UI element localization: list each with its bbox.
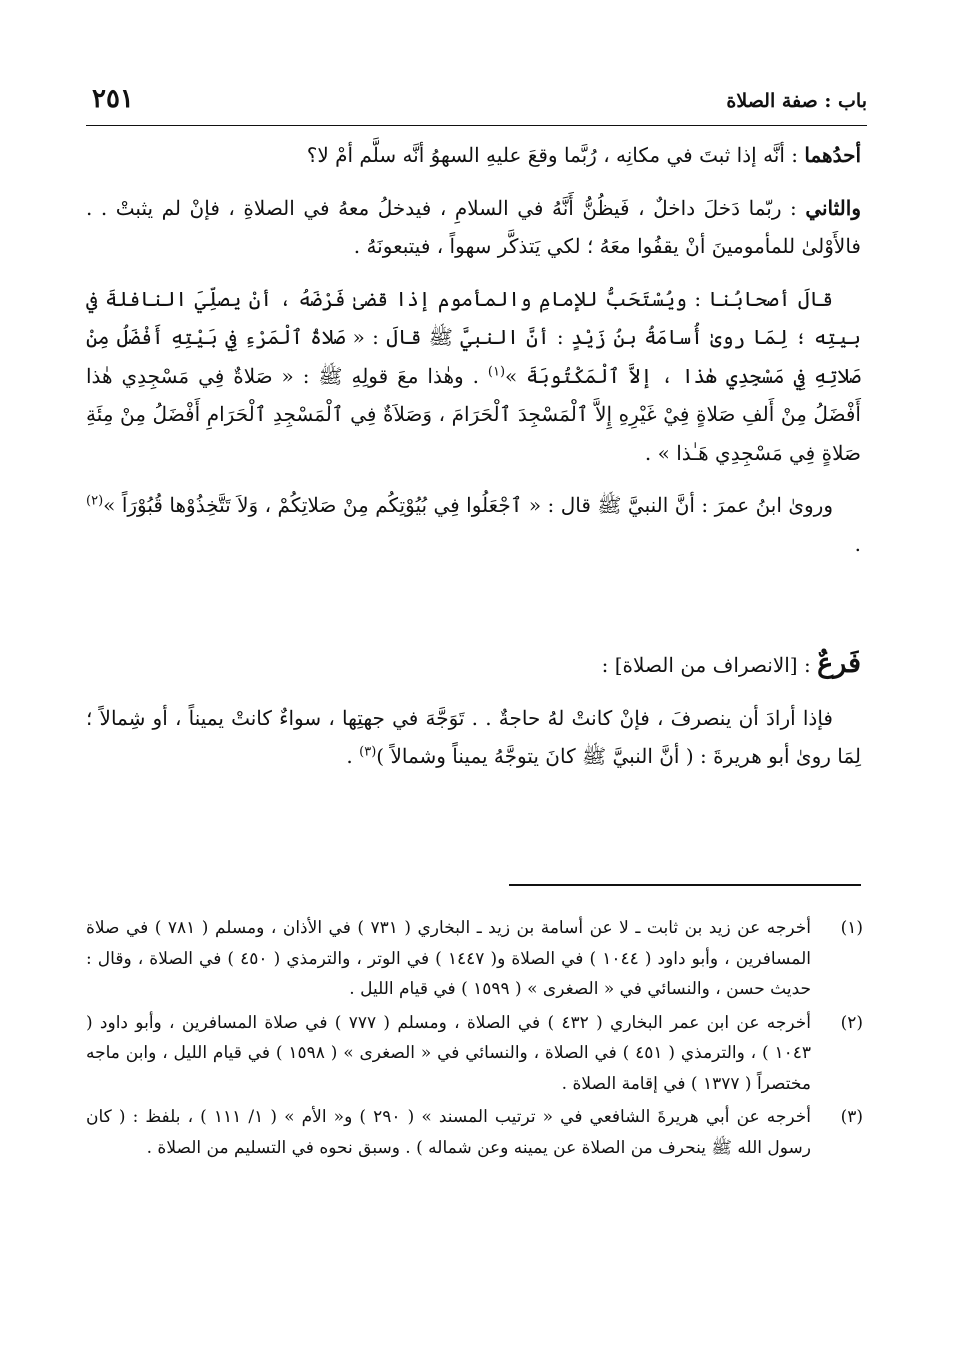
footnote-number: (٢)	[840, 1012, 863, 1033]
footnote-3	[86, 1102, 863, 1163]
footnote-2	[86, 1008, 863, 1100]
footnote-reference: (٢)	[86, 493, 104, 509]
section-heading-text: : [الانصراف من الصلاة] :	[601, 653, 818, 677]
paragraph-text: قالَ أصحابُنا : ويُسْتَحَبُّ للإمامِ والمأموم إذا قضىٰ فَرْضَهُ ، أنْ يصلِّيَ النافلةَ في بيتِه ؛ لِمَا روىٰ أُسامَةُ بنُ زَيْدٍ : أنَّ النبيَّ ﷺ قالَ : « صَلاةُ ٱلْمَرْءِ فِي بَيْتِهِ أَفْضَلُ مِنْ صَلاتِهِ فِي مَسْجِدِي هٰذا ، إلاَّ ٱلْمَكْتُوبَةَ »	[86, 286, 861, 388]
header-rule	[86, 125, 867, 126]
paragraph-text: : أنَّه إذا ثبتَ في مكانِه ، رُبَّما وقعَ عليهِ السهوُ أنَّه سلَّم أمْ لا؟	[306, 143, 805, 167]
footnotes	[86, 913, 863, 1166]
footnote-text: أخرجه عن أبي هريرةَ الشافعي في « ترتيب المسند » ( ٢٩٠ ) و« الأم » ( ١/ ١١١ ) ، بلفظ : ( كان رسول الله ﷺ ينحرف من الصلاة عن يمينه وعن شماله ) . وسبق نحوه في التسليم من الصلاة .	[86, 1107, 811, 1158]
main-text	[86, 136, 861, 790]
paragraph-text: فإذا أرادَ أن ينصرفَ ، فإنْ كانتْ لهُ حاجةٌ . . تَوَجَّهَ في جهتِها ، سواءٌ كانتْ يميناً ، أو شِمالاً ؛ لِمَا روىٰ أبو هريرةَ : ( أنَّ النبيَّ ﷺ كانَ يتوجَّهُ يميناً وشمالاً )	[86, 705, 861, 768]
paragraph-second-reason	[86, 189, 861, 266]
paragraph-lead: أحدُهما	[804, 143, 861, 167]
footnote-separator	[509, 884, 861, 886]
footnote-number: (٣)	[840, 1107, 863, 1127]
footnote-text: أخرجه عن ابن عمر البخاري ( ٤٣٢ ) في الصلاة ، ومسلم ( ٧٧٧ ) في صلاة المسافرين ، وأبو داود ( ١٠٤٣ ) ، والترمذي ( ٤٥١ ) في الصلاة ، والنسائي في « الصغرى » ( ١٥٩٨ ) في قيام الليل ، وابن ماجه مختصراً ( ١٣٧٧ ) في إقامة الصلاة .	[86, 1012, 811, 1094]
section-heading-lead: فَرعٌ	[817, 648, 861, 679]
paragraph-text: وروىٰ ابنُ عمرَ : أنَّ النبيَّ ﷺ قال : « ٱجْعَلُوا فِي بُيُوْتِكُم مِنْ صَلاتِكُمْ ، وَلاَ تَتَّخِذُوْها قُبُوْرَاً »	[103, 493, 833, 517]
paragraph-lead: والثاني	[805, 195, 861, 220]
paragraph-ibn-umar	[86, 486, 861, 563]
footnote-reference: (٣)	[359, 744, 377, 760]
section-heading	[86, 645, 861, 685]
paragraph-first-reason	[86, 136, 861, 175]
paragraph-insiraf	[86, 699, 861, 776]
page-number: ٢٥١	[92, 84, 134, 114]
paragraph-text: .	[854, 531, 861, 556]
footnote-number: (١)	[840, 918, 863, 938]
paragraph-text: : ربّما دَخلَ داخلٌ ، فَيظُنُّ أَنَّهُ في السلامِ ، فيدخلُ معهُ في الصلاةِ ، فإنْ لم يثبتْ . . فالأَوْلىٰ للمأمومينَ أنْ يقفُوا معَهُ ؛ لكي يَتذكَّر سهواً ، فيتبعونَهُ .	[86, 195, 861, 258]
footnote-text: أخرجه عن زيد بن ثابت ـ لا عن أسامة بن زيد ـ البخاري ( ٧٣١ ) في الأذان ، ومسلم ( ٧٨١ ) في صلاة المسافرين ، وأبو داود ( ١٠٤٤ ) في الصلاة و( ١٤٤٧ ) في الوتر ، والترمذي ( ٤٥٠ ) في الصلاة ، وقال : حديث حسن ، والنسائي في « الصغرى » ( ١٥٩٩ ) في قيام الليل .	[86, 918, 812, 999]
footnote-reference: (١)	[487, 363, 506, 379]
footnote-1	[86, 913, 863, 1005]
paragraph-text: .	[346, 744, 360, 768]
paragraph-text: . وهٰذا معَ قولِهِ ﷺ : « صَلاةٌ فِي مَسْجِدِي هٰذا أَفْضَلُ مِنْ أَلفِ صَلاةٍ فِيْ غَيْرِهِ إِلاَّ ٱلْمَسْجِدَ ٱلْحَرَامَ ، وَصَلاَةٌ فِي ٱلْمَسْجِدِ ٱلْحَرَامِ أَفْضَلُ مِنْ مِئَةِ صَلاةٍ فِي مَسْجِدِي هَـٰذا » .	[86, 363, 861, 465]
page-header	[86, 84, 867, 124]
running-title: باب : صفة الصلاة	[726, 90, 867, 112]
paragraph-ashab	[86, 280, 861, 473]
